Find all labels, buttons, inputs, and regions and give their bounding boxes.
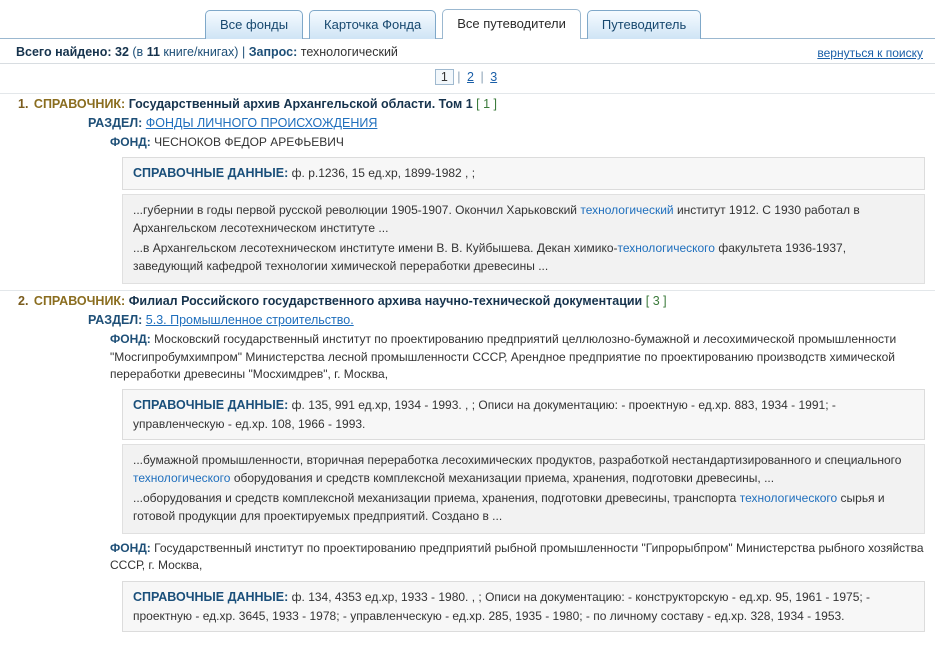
snippet: ...губернии в годы первой русской революции 1905-1907. Окончил Харьковский технологический институт 1912. С 1930 работал в Архангельском лесотехническом институте ... bbox=[133, 203, 860, 236]
query-value: технологический bbox=[300, 45, 398, 59]
pager-separator-2: | bbox=[480, 70, 484, 84]
highlighted-term: технологический bbox=[580, 203, 674, 218]
tab-guide[interactable]: Путеводитель bbox=[587, 10, 701, 39]
section-row bbox=[88, 113, 925, 132]
found-count: 32 bbox=[115, 45, 129, 59]
result-body bbox=[88, 113, 925, 284]
reference-data-value: ф. 134, 4353 ед.хр, 1933 - 1980. , ; Описи на документацию: - конструкторскую - ед.хр. 95, 1961 - 1975; - проектную - ед.хр. 3645, 1933 - 1978; - управленческую - ед.хр. 285, 1935 - 1980; - по личному составу - ед.хр. 328, 1934 - 1953. bbox=[133, 589, 871, 623]
result-body bbox=[88, 310, 925, 631]
fond-row bbox=[88, 132, 925, 154]
books-word: книге/книгах) bbox=[163, 45, 239, 59]
result-number: 2. bbox=[18, 294, 29, 309]
books-count: 11 bbox=[146, 45, 160, 59]
result-item bbox=[0, 288, 935, 631]
page-link-2[interactable]: 2 bbox=[467, 70, 474, 84]
results-list bbox=[0, 91, 935, 646]
snippet: ...оборудования и средств комплексной механизации приема, хранения, подготовки древесины, транспорта технологического сырья и готовой продукции для проектируемых предприятий. Создано в ... bbox=[133, 491, 885, 524]
fond-row bbox=[88, 329, 925, 386]
result-kind-label: СПРАВОЧНИК: bbox=[33, 97, 126, 111]
fond-row bbox=[88, 538, 925, 578]
fond-label: ФОНД: bbox=[110, 135, 151, 149]
reference-data-value: ф. р.1236, 15 ед.хр, 1899-1982 , ; bbox=[291, 166, 476, 181]
fond-label: ФОНД: bbox=[110, 332, 151, 347]
fond-label: ФОНД: bbox=[110, 541, 151, 556]
snippet: ...бумажной промышленности, вторичная переработка лесохимических продуктов, разработкой нестандартизированного и специального технологического оборудования и средств комплексной механизации приема, хранения, подготовки древесины, ... bbox=[133, 453, 902, 486]
page-link-3[interactable]: 3 bbox=[490, 70, 498, 84]
books-prefix: (в bbox=[132, 45, 144, 59]
snippet: ...в Архангельском лесотехническом институте имени В. В. Куйбышева. Декан химико-технологического факультета 1936-1937, заведующий кафедрой технологии химической переработки древесины ... bbox=[133, 241, 847, 274]
result-item bbox=[0, 91, 935, 284]
result-kind-label: СПРАВОЧНИК: bbox=[33, 294, 126, 309]
query-label: Запрос: bbox=[248, 45, 298, 59]
reference-data-panel bbox=[122, 389, 925, 440]
reference-data-panel bbox=[122, 581, 925, 632]
result-header bbox=[0, 93, 935, 113]
result-title: Государственный архив Архангельской области. Том 1 bbox=[128, 97, 473, 111]
tab-fund-card[interactable]: Карточка Фонда bbox=[309, 10, 436, 39]
section-link[interactable]: 5.3. Промышленное строительство. bbox=[145, 313, 354, 328]
tab-all-funds[interactable]: Все фонды bbox=[205, 10, 303, 39]
page-current: 1 bbox=[435, 69, 454, 85]
tab-all-guides[interactable]: Все путеводители bbox=[442, 9, 581, 39]
pagination bbox=[0, 64, 935, 91]
snippet-panel bbox=[122, 194, 925, 284]
snippet-panel bbox=[122, 444, 925, 534]
reference-data-value: ф. 135, 991 ед.хр, 1934 - 1993. , ; Описи на документацию: - проектную - ед.хр. 883, 1934 - 1991; - управленческую - ед.хр. 108, 1966 - 1993. bbox=[133, 398, 836, 432]
section-link[interactable]: ФОНДЫ ЛИЧНОГО ПРОИСХОЖДЕНИЯ bbox=[145, 116, 378, 130]
tab-bar bbox=[0, 0, 935, 39]
result-number: 1. bbox=[18, 97, 29, 111]
back-to-search-link[interactable]: вернуться к поиску bbox=[817, 46, 923, 60]
result-title: Филиал Российского государственного архива научно-технической документации bbox=[128, 294, 643, 309]
reference-data-label: СПРАВОЧНЫЕ ДАННЫЕ: bbox=[133, 166, 289, 181]
reference-data-panel bbox=[122, 157, 925, 190]
fond-value: Государственный институт по проектированию предприятий рыбной промышленности "Гипрорыбпром" Министерства рыбного хозяйства СССР, г. Москва, bbox=[110, 541, 924, 573]
highlighted-term: технологического bbox=[617, 241, 715, 256]
pager-separator-1: | bbox=[457, 70, 461, 84]
section-label: РАЗДЕЛ: bbox=[88, 116, 143, 130]
result-hit-count: [ 3 ] bbox=[645, 294, 667, 309]
section-label: РАЗДЕЛ: bbox=[88, 313, 143, 328]
reference-data-label: СПРАВОЧНЫЕ ДАННЫЕ: bbox=[133, 398, 289, 413]
result-header bbox=[0, 290, 935, 310]
tab-list bbox=[0, 0, 935, 38]
highlighted-term: технологического bbox=[133, 471, 231, 486]
found-label: Всего найдено: bbox=[16, 45, 112, 59]
summary-separator: | bbox=[241, 45, 246, 59]
section-row bbox=[88, 310, 925, 329]
fond-value: Московский государственный институт по проектированию предприятий целлюлозно-бумажной и лесохимической промышленности "Мосгипробумхимпром" Министерства лесной промышленности СССР, Арендное предприятие по проектированию производств химической переработки древесины "Мосхимдрев", г. Москва, bbox=[110, 332, 897, 381]
reference-data-label: СПРАВОЧНЫЕ ДАННЫЕ: bbox=[133, 589, 289, 604]
fond-value: ЧЕСНОКОВ ФЕДОР АРЕФЬЕВИЧ bbox=[154, 135, 344, 149]
result-hit-count: [ 1 ] bbox=[476, 97, 498, 111]
search-summary bbox=[0, 39, 935, 64]
highlighted-term: технологического bbox=[739, 491, 838, 506]
